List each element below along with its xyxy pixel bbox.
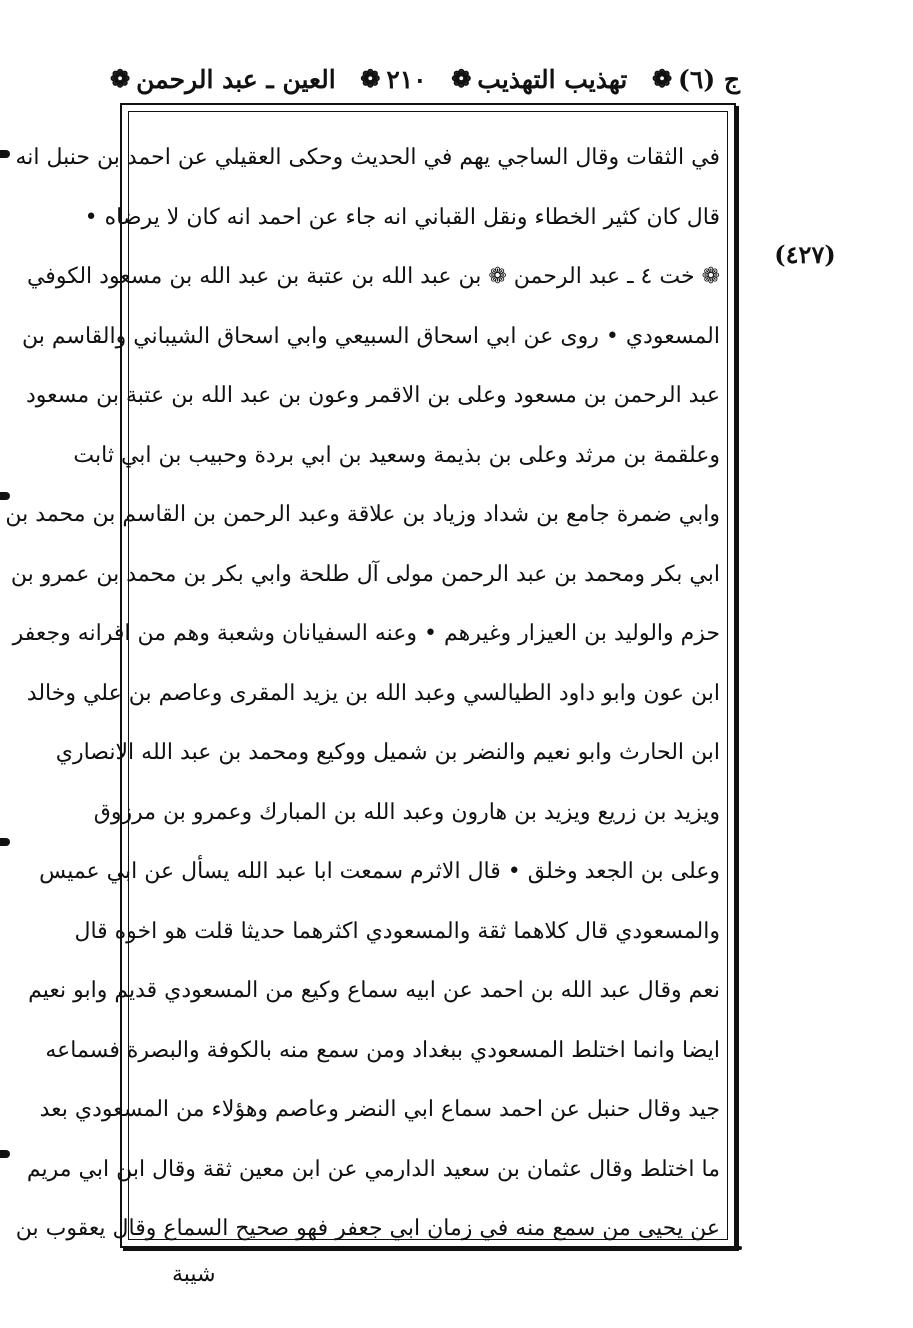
text-line: ❁ خت ٤ ـ عبد الرحمن ❁ بن عبد الله بن عتبة بن عبد الله بن مسعود الكوفي	[26, 264, 720, 289]
header-title-segment	[451, 65, 627, 94]
header-volume-segment	[652, 65, 740, 94]
text-line: ابن الحارث وابو نعيم والنضر بن شميل ووكيع ومحمد بن عبد الله الانصاري	[55, 740, 720, 765]
text-line: نعم وقال عبد الله بن احمد عن ابيه سماع وكيع من المسعودي قديم وابو نعيم	[28, 978, 720, 1003]
ornament-icon: ❁	[110, 64, 131, 93]
text-line: عن يحيى من سمع منه في زمان ابي جعفر فهو صحيح السماع وقال يعقوب بن	[15, 1216, 720, 1241]
margin-mark	[0, 838, 10, 846]
text-line: حزم والوليد بن العيزار وغيرهم • وعنه السفيانان وشعبة وهم من اقرانه وجعفر	[12, 621, 720, 646]
text-line: جيد وقال حنبل عن احمد سماع ابي النضر وعاصم وهؤلاء من المسعودي بعد	[39, 1097, 720, 1122]
header-page-number: ٢١٠	[386, 64, 427, 94]
text-line: المسعودي • روى عن ابي اسحاق السبيعي وابي اسحاق الشيباني والقاسم بن	[22, 323, 720, 349]
body-text	[5, 128, 720, 1259]
page-header	[110, 58, 740, 100]
text-line: ما اختلط وقال عثمان بن سعيد الدارمي عن ابن معين ثقة وقال ابن ابي مريم	[26, 1156, 720, 1182]
text-line: ويزيد بن زريع ويزيد بن هارون وعبد الله بن المبارك وعمرو بن مرزوق	[93, 799, 720, 825]
text-line: وعلقمة بن مرثد وعلى بن بذيمة وسعيد بن ابي بردة وحبيب بن ابي ثابت	[73, 442, 720, 468]
ornament-icon: ❁	[651, 64, 673, 93]
header-volume: ج (٦)	[678, 64, 740, 94]
text-line: والمسعودي قال كلاهما ثقة والمسعودي اكثرهما حديثا قلت هو اخوه قال	[74, 918, 720, 944]
entry-number: (٤٢٧)	[774, 240, 836, 269]
text-line: عبد الرحمن بن مسعود وعلى بن الاقمر وعون بن عبد الله بن عتبة بن مسعود	[25, 383, 720, 408]
text-line: في الثقات وقال الساجي يهم في الحديث وحكى العقيلي عن احمد بن حنبل انه	[15, 145, 720, 170]
catchword: شيبة	[172, 1262, 216, 1287]
header-section-segment	[110, 65, 336, 94]
text-line: وعلى بن الجعد وخلق • قال الاثرم سمعت ابا عبد الله يسأل عن ابي عميس	[39, 859, 720, 884]
text-line: ابن عون وابو داود الطيالسي وعبد الله بن يزيد المقرى وعاصم بن علي وخالد	[26, 680, 720, 706]
text-line: ايضا وانما اختلط المسعودي ببغداد ومن سمع منه بالكوفة والبصرة فسماعه	[45, 1037, 720, 1063]
margin-mark	[0, 1150, 10, 1158]
header-book-title: تهذيب التهذيب	[477, 64, 628, 94]
text-line: وابي ضمرة جامع بن شداد وزياد بن علاقة وعبد الرحمن بن القاسم بن محمد بن	[5, 502, 720, 527]
margin-mark	[0, 150, 10, 158]
header-page-segment	[360, 65, 426, 94]
ornament-icon: ❁	[451, 64, 472, 93]
margin-mark	[0, 492, 10, 500]
corner-dot	[738, 1246, 742, 1250]
text-line: ابي بكر ومحمد بن عبد الرحمن مولى آل طلحة وابي بكر بن محمد بن عمرو بن	[10, 561, 720, 587]
ornament-icon: ❁	[360, 64, 381, 93]
header-section: العين ـ عبد الرحمن	[136, 64, 336, 94]
text-line: قال كان كثير الخطاء ونقل القباني انه جاء عن احمد انه كان لا يرضاه •	[84, 204, 720, 230]
